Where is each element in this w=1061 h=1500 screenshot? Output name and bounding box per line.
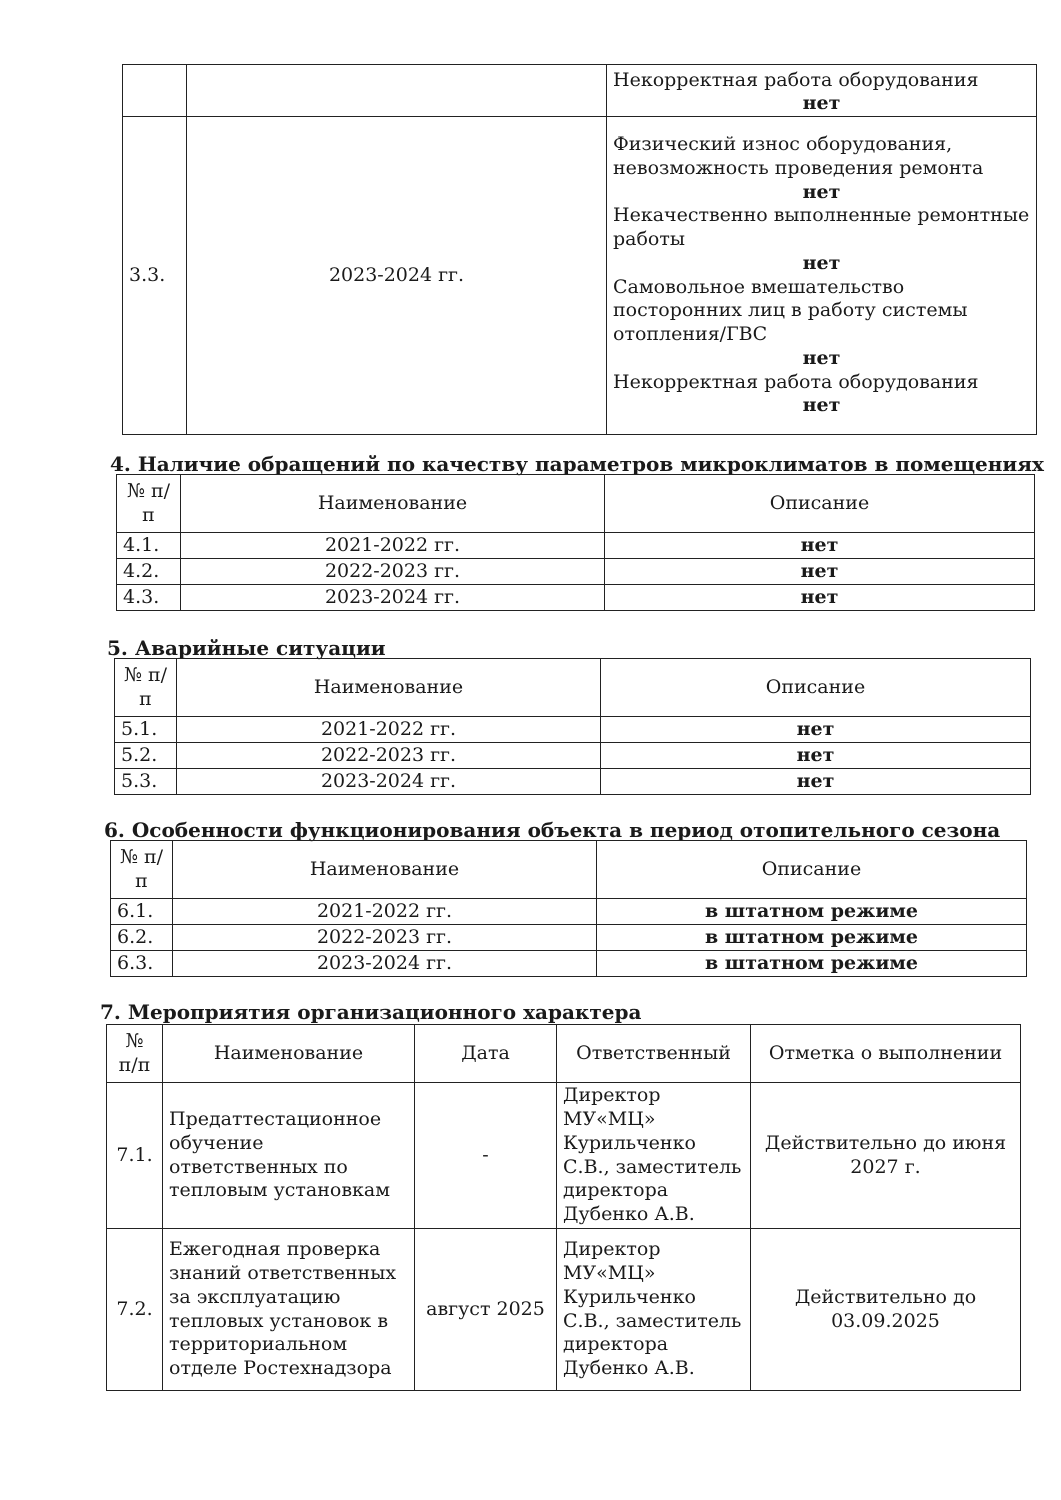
table-section5	[114, 658, 1031, 795]
row-number: 7.1.	[107, 1083, 163, 1229]
section-heading: 5. Аварийные ситуации	[107, 636, 386, 660]
issue-value: нет	[802, 346, 841, 369]
column-header-num: № п/п	[117, 475, 181, 533]
table-header-row	[111, 841, 1027, 899]
column-header-num: № п/п	[115, 659, 177, 717]
row-desc: нет	[601, 743, 1031, 769]
row-mark: Действительно до июня 2027 г.	[751, 1083, 1021, 1229]
issue-value: нет	[802, 180, 841, 203]
table-section4	[116, 474, 1035, 611]
issue-label: Некорректная работа оборудования	[613, 370, 979, 393]
row-desc: нет	[605, 559, 1035, 585]
row-number: 4.3.	[117, 585, 181, 611]
table-section3	[122, 64, 1037, 435]
row-name: Предаттестационное обучение ответственных по тепловым установкам	[163, 1083, 415, 1229]
row-period: 2023-2024 гг.	[173, 951, 597, 977]
column-header-name: Наименование	[173, 841, 597, 899]
column-header-name: Наименование	[163, 1025, 415, 1083]
row-number: 4.2.	[117, 559, 181, 585]
column-header-name: Наименование	[181, 475, 605, 533]
column-header-date: Дата	[415, 1025, 557, 1083]
row-number: 6.2.	[111, 925, 173, 951]
row-number: 5.3.	[115, 769, 177, 795]
table-row	[115, 743, 1031, 769]
row-date: август 2025	[415, 1229, 557, 1391]
issue-value: нет	[802, 251, 841, 274]
row-responsible: Директор МУ«МЦ» Курильченко С.В., заместитель директора Дубенко А.В.	[557, 1229, 751, 1391]
row-period: 2021-2022 гг.	[177, 717, 601, 743]
table-header-row	[117, 475, 1035, 533]
issue-label: Самовольное вмешательство посторонних лиц в работу системы отопления/ГВС	[613, 275, 968, 345]
row-period: 2023-2024 гг.	[177, 769, 601, 795]
row-number: 5.2.	[115, 743, 177, 769]
row-number: 4.1.	[117, 533, 181, 559]
column-header-desc: Описание	[601, 659, 1031, 717]
section-heading: 7. Мероприятия организационного характера	[100, 1000, 642, 1024]
row-desc: в штатном режиме	[597, 951, 1027, 977]
column-header-mark: Отметка о выполнении	[751, 1025, 1021, 1083]
table-section7	[106, 1024, 1021, 1391]
table-row	[123, 65, 1037, 117]
row-period: 2021-2022 гг.	[181, 533, 605, 559]
column-header-desc: Описание	[597, 841, 1027, 899]
table-header-row	[107, 1025, 1021, 1083]
column-header-desc: Описание	[605, 475, 1035, 533]
row-desc: нет	[605, 585, 1035, 611]
row-period: 2021-2022 гг.	[173, 899, 597, 925]
table-row	[111, 899, 1027, 925]
row-desc: в штатном режиме	[597, 899, 1027, 925]
row-mark: Действительно до 03.09.2025	[751, 1229, 1021, 1391]
issue-label: Некорректная работа оборудования	[613, 68, 979, 91]
table-row	[115, 717, 1031, 743]
row-period: 2023-2024 гг.	[181, 585, 605, 611]
row-desc: в штатном режиме	[597, 925, 1027, 951]
row-number: 3.3.	[123, 117, 187, 435]
table-row	[117, 559, 1035, 585]
table-row	[107, 1229, 1021, 1391]
row-responsible: Директор МУ«МЦ» Курильченко С.В., заместитель директора Дубенко А.В.	[557, 1083, 751, 1229]
row-desc: нет	[605, 533, 1035, 559]
table-row	[117, 533, 1035, 559]
issue-label: Физический износ оборудования, невозможность проведения ремонта	[613, 133, 984, 179]
table-row	[107, 1083, 1021, 1229]
issue-value: нет	[802, 92, 841, 115]
row-date: -	[415, 1083, 557, 1229]
column-header-num: № п/п	[107, 1025, 163, 1083]
row-name: Ежегодная проверка знаний ответственных за эксплуатацию тепловых установок в территориальном отделе Ростехнадзора	[163, 1229, 415, 1391]
row-period: 2023-2024 гг.	[187, 117, 607, 435]
issue-value: нет	[802, 394, 841, 417]
row-period: 2022-2023 гг.	[173, 925, 597, 951]
column-header-num: № п/п	[111, 841, 173, 899]
column-header-responsible: Ответственный	[557, 1025, 751, 1083]
column-header-name: Наименование	[177, 659, 601, 717]
row-number: 6.1.	[111, 899, 173, 925]
table-row	[115, 769, 1031, 795]
table-row	[111, 925, 1027, 951]
row-desc: нет	[601, 717, 1031, 743]
row-period: 2022-2023 гг.	[181, 559, 605, 585]
row-number: 6.3.	[111, 951, 173, 977]
issue-label: Некачественно выполненные ремонтные работы	[613, 204, 1030, 250]
row-number: 7.2.	[107, 1229, 163, 1391]
row-number: 5.1.	[115, 717, 177, 743]
row-period: 2022-2023 гг.	[177, 743, 601, 769]
table-header-row	[115, 659, 1031, 717]
table-row	[117, 585, 1035, 611]
section-heading: 4. Наличие обращений по качеству параметров микроклиматов в помещениях	[110, 452, 1044, 476]
table-row	[111, 951, 1027, 977]
table-row	[123, 117, 1037, 435]
section-heading: 6. Особенности функционирования объекта в период отопительного сезона	[104, 818, 1001, 842]
table-section6	[110, 840, 1027, 977]
row-desc: нет	[601, 769, 1031, 795]
